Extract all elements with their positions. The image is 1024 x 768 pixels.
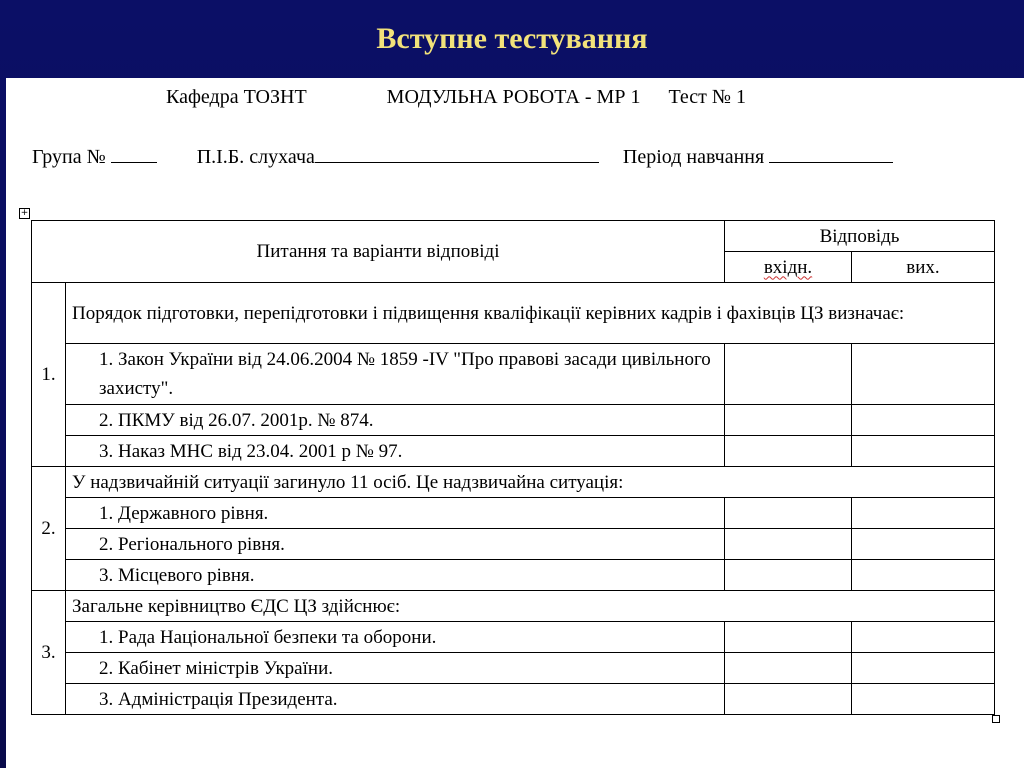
student-name-field[interactable]	[315, 146, 599, 163]
outgoing-answer-cell[interactable]	[852, 405, 995, 436]
table-move-handle-icon[interactable]: +	[20, 208, 29, 218]
answer-option: 3. Наказ МНС від 23.04. 2001 р № 97.	[66, 436, 725, 467]
test-table	[31, 220, 995, 715]
outgoing-answer-cell[interactable]	[852, 529, 995, 560]
department-label: Кафедра ТОЗНТ	[166, 86, 307, 108]
student-name-label: П.І.Б. слухача	[196, 146, 315, 168]
outgoing-answer-cell[interactable]	[852, 653, 995, 684]
outgoing-answer-cell[interactable]	[852, 498, 995, 529]
table-resize-handle[interactable]	[992, 715, 1000, 723]
document-header	[166, 86, 746, 109]
outgoing-answer-cell[interactable]	[852, 684, 995, 715]
question-number: 2.	[32, 467, 66, 591]
test-document	[6, 78, 1024, 768]
group-field[interactable]	[111, 146, 157, 163]
answer-option: 2. Кабінет міністрів України.	[66, 653, 725, 684]
incoming-answer-cell[interactable]	[725, 405, 852, 436]
question-column-header: Питання та варіанти відповіді	[32, 221, 725, 283]
incoming-answer-cell[interactable]	[725, 529, 852, 560]
incoming-answer-cell[interactable]	[725, 684, 852, 715]
outgoing-answer-cell[interactable]	[852, 622, 995, 653]
question-text: Порядок підготовки, перепідготовки і підвищення кваліфікації керівних кадрів і фахівців ЦЗ визначає:	[66, 283, 995, 344]
incoming-answer-cell[interactable]	[725, 344, 852, 405]
incoming-answer-cell[interactable]	[725, 622, 852, 653]
incoming-column-header: вхідн.	[763, 256, 813, 278]
outgoing-column-header: вих.	[852, 252, 995, 283]
answer-option: 1. Рада Національної безпеки та оборони.	[66, 622, 725, 653]
slide-title: Вступне тестування	[376, 22, 648, 55]
student-info-line	[32, 146, 893, 169]
question-number: 3.	[32, 591, 66, 715]
answer-column-header: Відповідь	[725, 221, 995, 252]
study-period-label: Період навчання	[622, 146, 765, 168]
test-number-label: Тест № 1	[668, 86, 746, 108]
answer-option: 3. Адміністрація Президента.	[66, 684, 725, 715]
study-period-field[interactable]	[769, 146, 893, 163]
answer-option: 1. Закон України від 24.06.2004 № 1859 -IV "Про правові засади цивільного захисту".	[66, 344, 725, 405]
outgoing-answer-cell[interactable]	[852, 436, 995, 467]
question-text: Загальне керівництво ЄДС ЦЗ здійснює:	[66, 591, 995, 622]
incoming-answer-cell[interactable]	[725, 436, 852, 467]
question-number: 1.	[32, 283, 66, 467]
outgoing-answer-cell[interactable]	[852, 344, 995, 405]
incoming-answer-cell[interactable]	[725, 653, 852, 684]
incoming-answer-cell[interactable]	[725, 498, 852, 529]
group-label: Група №	[32, 146, 106, 168]
answer-option: 2. Регіонального рівня.	[66, 529, 725, 560]
outgoing-answer-cell[interactable]	[852, 560, 995, 591]
answer-option: 2. ПКМУ від 26.07. 2001р. № 874.	[66, 405, 725, 436]
incoming-answer-cell[interactable]	[725, 560, 852, 591]
answer-option: 1. Державного рівня.	[66, 498, 725, 529]
answer-option: 3. Місцевого рівня.	[66, 560, 725, 591]
question-text: У надзвичайній ситуації загинуло 11 осіб. Це надзвичайна ситуація:	[66, 467, 995, 498]
module-work-label: МОДУЛЬНА РОБОТА - МР 1	[386, 86, 641, 108]
